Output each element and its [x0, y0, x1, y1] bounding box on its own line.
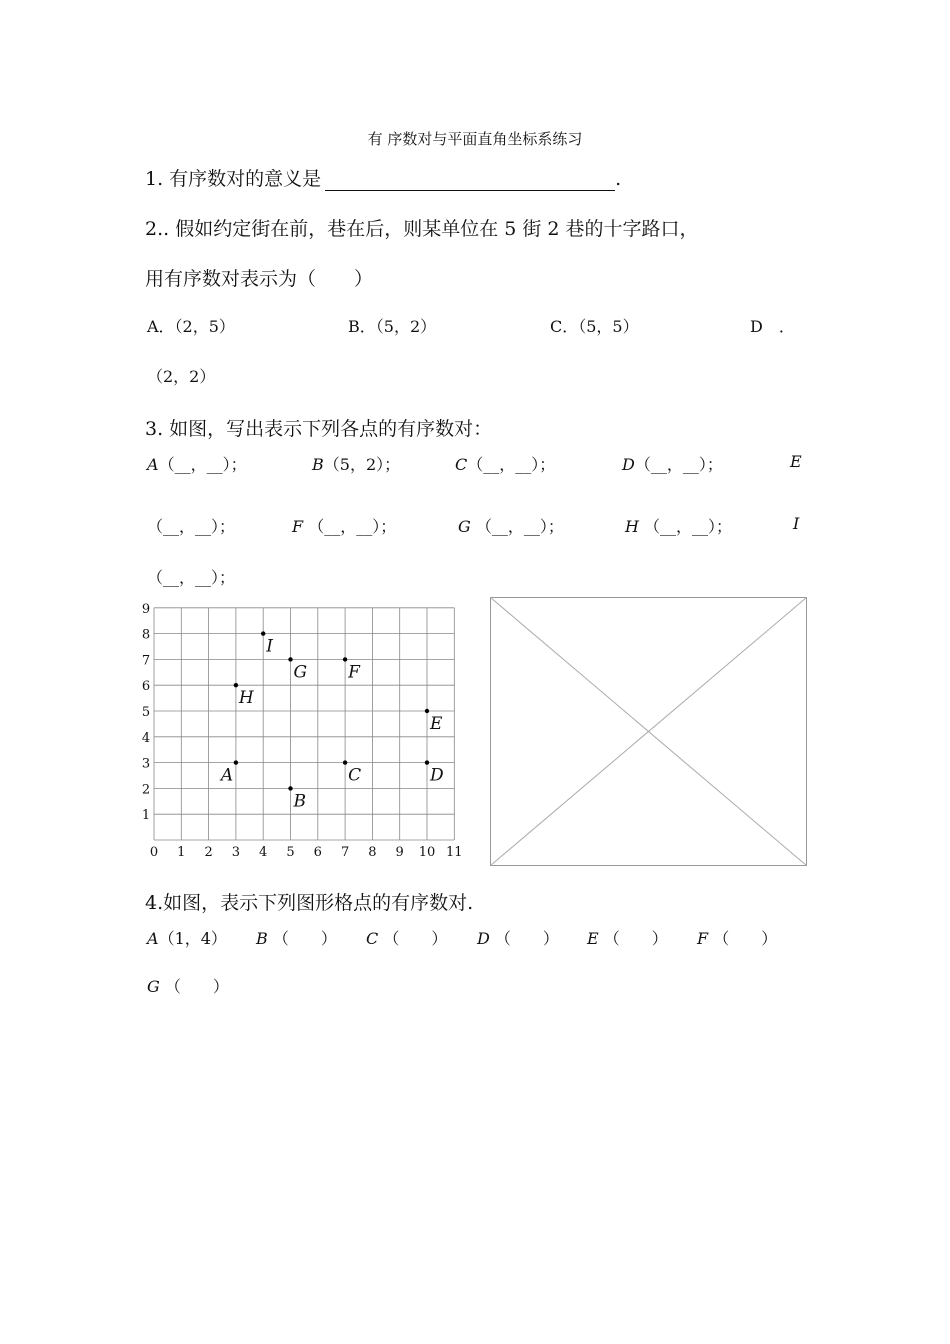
point-value: （__，__）；: [475, 517, 564, 536]
point-label: G: [147, 977, 160, 996]
question-1-text: 1. 有序数对的意义是: [145, 168, 322, 190]
option-a: A．（2，5）: [147, 317, 235, 336]
point-value: （__，__）；: [308, 517, 397, 536]
q3-row-2: [147, 514, 235, 537]
point-label: C: [455, 455, 468, 474]
point-e-label: E: [430, 714, 443, 734]
point-g-label: G: [293, 662, 308, 683]
point-value: （1，4）: [158, 929, 227, 948]
point-value: （__，__）；: [147, 517, 236, 536]
point-value: （ ）: [494, 929, 559, 948]
q4-item: [147, 974, 229, 997]
point-label: G: [458, 517, 471, 536]
q3-row-1: [790, 452, 802, 471]
question-4-intro: 4.如图，表示下列图形格点的有序数对.: [145, 892, 474, 914]
question-2-line-1: 2.. 假如约定街在前，巷在后，则某单位在 5 街 2 巷的十字路口，: [145, 218, 699, 240]
x-tick-label: 9: [395, 845, 404, 860]
question-2-line-2: 用有序数对表示为（ ）: [145, 268, 374, 290]
q4-item: [477, 926, 559, 949]
q4-item: [256, 926, 337, 949]
point-label: H: [625, 517, 639, 536]
point-label: C: [366, 929, 379, 948]
point-value: （ ）: [713, 929, 778, 948]
point-value: （__，__）；: [644, 517, 733, 536]
question-1-end: .: [615, 168, 622, 190]
point-i-label: I: [266, 636, 273, 657]
point-value: （ ）: [383, 929, 448, 948]
point-label: I: [793, 514, 800, 533]
q4-item: [147, 926, 227, 949]
point-g-marker: [288, 657, 292, 661]
option-c: C．（5，5）: [550, 317, 639, 336]
q4-item: [587, 926, 668, 949]
point-h-marker: [234, 683, 238, 687]
y-tick-label: 5: [141, 705, 151, 720]
q3-row-1: [622, 452, 723, 475]
question-1: [145, 164, 621, 191]
point-f-label: F: [348, 662, 360, 683]
option-b: B．（5，2）: [348, 317, 437, 336]
point-value: （__，__）；: [467, 455, 556, 474]
option-d: D ．: [750, 317, 795, 336]
x-tick-label: 4: [259, 845, 268, 860]
q3-row-1: [455, 452, 555, 475]
point-label: D: [622, 455, 635, 474]
y-tick-label: 2: [141, 782, 151, 798]
point-a-label: A: [220, 765, 234, 786]
q3-row-3: （__，__）；: [147, 568, 236, 587]
q3-row-1: [147, 452, 247, 475]
coordinate-grid: [138, 598, 468, 863]
point-c-marker: [343, 760, 347, 764]
point-e-marker: [425, 709, 429, 713]
point-c-label: C: [348, 765, 362, 786]
point-b-marker: [288, 786, 292, 790]
y-tick-label: 4: [141, 730, 151, 746]
q3-row-2: [625, 514, 732, 537]
q3-row-2: [458, 514, 564, 537]
answer-blank[interactable]: [325, 172, 615, 191]
y-tick-label: 8: [141, 627, 151, 643]
point-b-label: B: [293, 791, 306, 812]
point-label: D: [477, 929, 490, 948]
point-label: B: [256, 929, 268, 948]
x-tick-label: 5: [286, 845, 295, 860]
image-placeholder: [490, 597, 808, 867]
y-tick-label: 1: [141, 808, 151, 824]
grid-points: [219, 631, 444, 811]
q4-item: [366, 926, 447, 949]
point-value: （ ）: [164, 977, 229, 996]
y-tick-label: 6: [141, 679, 151, 695]
point-value: （__，__）；: [158, 455, 247, 474]
q3-row-2: [793, 514, 799, 533]
point-label: F: [292, 517, 304, 536]
x-tick-label: 8: [368, 845, 377, 860]
x-tick-label: 10: [418, 845, 436, 860]
q4-item: [697, 926, 777, 949]
point-d-marker: [425, 760, 429, 764]
point-value: （__，__）；: [634, 455, 723, 474]
q3-row-1: [312, 452, 400, 475]
point-label: E: [790, 452, 802, 471]
option-d-value: （2，2）: [147, 367, 216, 386]
x-tick-label: 6: [313, 845, 322, 860]
point-value: （ ）: [603, 929, 668, 948]
point-label: F: [697, 929, 709, 948]
q3-row-2: [292, 514, 396, 537]
point-d-label: D: [430, 765, 444, 786]
page-title: 有 序数对与平面直角坐标系练习: [367, 130, 583, 148]
y-tick-label: 7: [141, 653, 151, 669]
point-a-marker: [234, 760, 238, 764]
x-tick-label: 2: [204, 845, 213, 860]
x-tick-label: 0: [149, 845, 159, 860]
point-label: B: [312, 455, 324, 474]
y-tick-label: 9: [141, 601, 151, 617]
point-label: A: [147, 455, 159, 474]
point-label: E: [587, 929, 599, 948]
x-tick-label: 3: [231, 845, 241, 860]
point-value: （ ）: [272, 929, 337, 948]
point-value: （5，2）；: [323, 455, 401, 474]
x-tick-label: 11: [446, 845, 463, 860]
grid-ticks: [142, 602, 463, 860]
y-tick-label: 3: [141, 756, 151, 772]
point-label: A: [147, 929, 159, 948]
point-f-marker: [343, 657, 347, 661]
x-tick-label: 1: [177, 845, 186, 860]
point-h-label: H: [238, 688, 254, 709]
question-3-intro: 3. 如图，写出表示下列各点的有序数对：: [145, 418, 493, 440]
x-tick-label: 7: [340, 845, 350, 860]
point-i-marker: [261, 631, 265, 635]
